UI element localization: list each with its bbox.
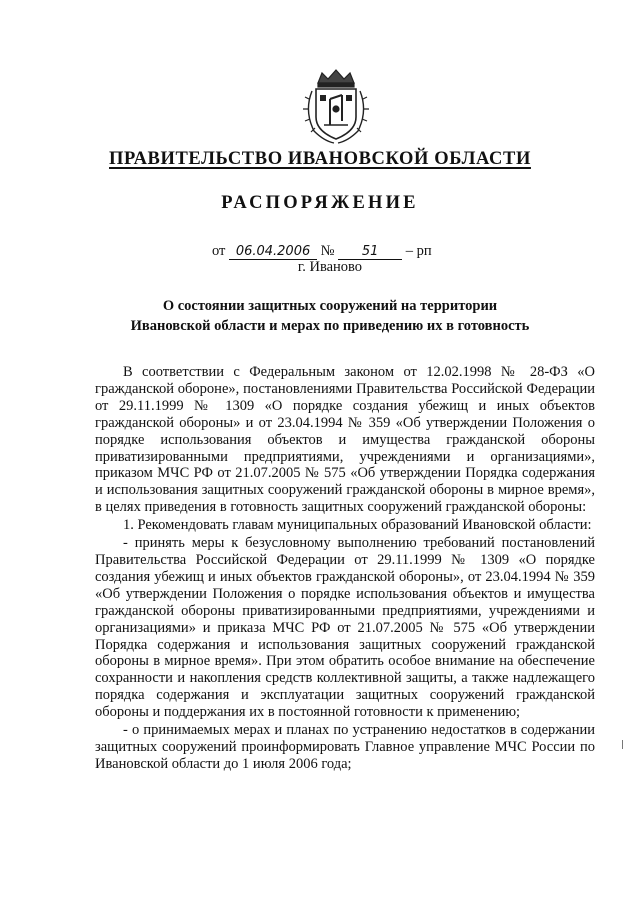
number-value: 51	[338, 245, 402, 260]
subject-line-2: Ивановской области и мерах по приведению их в готовность	[130, 318, 530, 334]
date-value: 06.04.2006	[229, 245, 317, 260]
number-label: №	[320, 243, 335, 259]
item-1-paragraph: 1. Рекомендовать главам муниципальных образований Ивановской области:	[123, 517, 592, 534]
document-type: РАСПОРЯЖЕНИЕ	[221, 193, 419, 213]
date-number-line	[212, 243, 432, 260]
city: г. Иваново	[297, 259, 363, 275]
government-title: ПРАВИТЕЛЬСТВО ИВАНОВСКОЙ ОБЛАСТИ	[109, 149, 531, 169]
subject-line-1: О состоянии защитных сооружений на территории	[162, 298, 498, 314]
item-1a-paragraph: - принять меры к безусловному выполнению требований постановлений Правительства Российской Федерации от 29.11.1999 № 1309 «О порядке создания убежищ и иных объектов гражданской обороны», от 23.04.1994 № 359 «Об утверждении Положения о порядке использования объектов и имущества гражданской обороны приватизированными предприятиями, учреждениями и организациями» и приказа МЧС РФ от 21.07.2005 № 575 «Об утверждении Порядка содержания и использования защитных сооружений гражданской обороны в мирное время». При этом обратить особое внимание на обеспечение сохранности и накопления средств коллективной защиты, а также надлежащего порядка содержания и эксплуатации защитных сооружений гражданской обороны и поддержания их в постоянной готовности к применению;	[95, 535, 595, 721]
document-body	[95, 364, 595, 773]
item-1b-paragraph: - о принимаемых мерах и планах по устранению недостатков в содержании защитных сооружений проинформировать Главное управление МЧС России по Ивановской области до 1 июля 2006 года;	[95, 722, 595, 772]
margin-mark	[622, 740, 623, 749]
date-prefix: от	[212, 243, 226, 259]
preamble-paragraph: В соответствии с Федеральным законом от 12.02.1998 № 28-ФЗ «О гражданской обороне», постановлениями Правительства Российской Федерации от 29.11.1999 № 1309 «О порядке создания убежищ и иных объектов гражданской обороны» и от 23.04.1994 № 359 «Об утверждении Положения о порядке использования объектов и имущества гражданской обороны приватизированными предприятиями, учреждениями и организациями», приказом МЧС РФ от 21.07.2005 № 575 «Об утверждении Порядка содержания и использования защитных сооружений гражданской обороны в мирное время», в целях приведения в готовность защитных сооружений гражданской обороны:	[95, 364, 595, 516]
document-subject	[110, 296, 550, 336]
coat-of-arms-icon	[300, 65, 372, 145]
number-suffix: – рп	[405, 243, 432, 259]
